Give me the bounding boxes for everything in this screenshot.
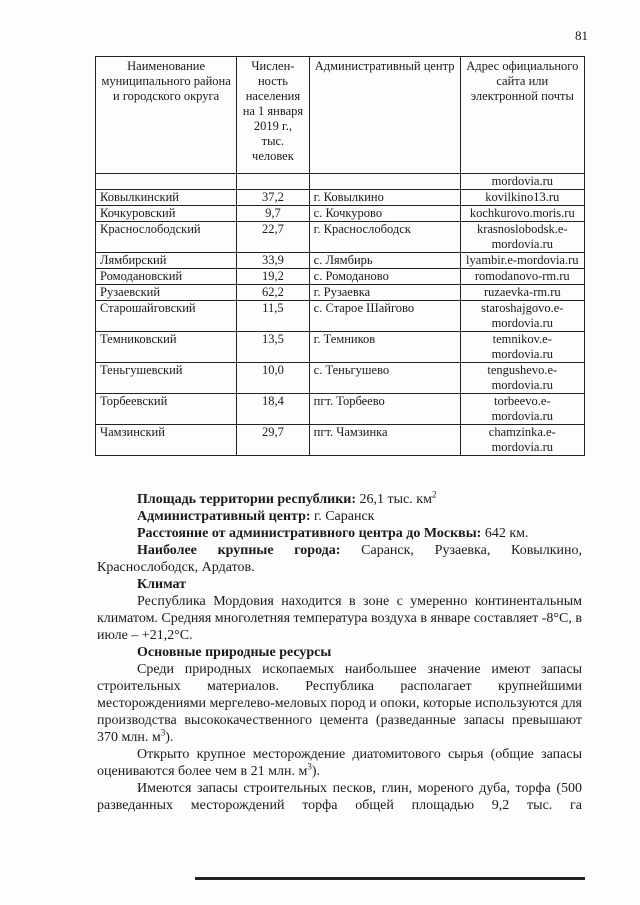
site-cell: chamzinka.e-mordovia.ru	[460, 425, 584, 456]
distance-line	[97, 525, 582, 542]
table-row	[96, 425, 585, 456]
site-continuation: mordovia.ru	[460, 174, 584, 190]
area-sup: 2	[431, 489, 437, 500]
center-label: Административный центр:	[137, 509, 311, 524]
table-row	[96, 222, 585, 253]
center-value: г. Саранск	[310, 509, 375, 524]
site-cell: krasnoslobodsk.e-mordovia.ru	[460, 222, 584, 253]
center-cell: с. Лямбирь	[309, 253, 460, 269]
table-row	[96, 269, 585, 285]
body-text	[97, 491, 582, 814]
site-cell: kovilkino13.ru	[460, 190, 584, 206]
population-cell: 22,7	[237, 222, 309, 253]
center-cell: с. Кочкурово	[309, 206, 460, 222]
climate-heading: Климат	[137, 577, 187, 592]
population-cell: 11,5	[237, 301, 309, 332]
population-cell: 19,2	[237, 269, 309, 285]
site-cell: torbeevo.e-mordovia.ru	[460, 394, 584, 425]
district-cell: Чамзинский	[96, 425, 237, 456]
site-cell: ruzaevka-rm.ru	[460, 285, 584, 301]
distance-value: 642 км.	[481, 526, 529, 541]
population-cell: 10,0	[237, 363, 309, 394]
population-cell: 33,9	[237, 253, 309, 269]
district-cell: Торбеевский	[96, 394, 237, 425]
population-cell: 9,7	[237, 206, 309, 222]
center-cell: г. Темников	[309, 332, 460, 363]
district-cell: Краснослободский	[96, 222, 237, 253]
site-cell: tengushevo.e-mordovia.ru	[460, 363, 584, 394]
population-cell: 29,7	[237, 425, 309, 456]
center-line	[97, 508, 582, 525]
table-header-row	[96, 57, 585, 174]
resources-paragraph-2: Открыто крупное месторождение диатомитового сырья (общие запасы оцениваются более чем в 21 млн. $м^3$).	[97, 747, 582, 779]
climate-text: Республика Мордовия находится в зоне с умеренно континентальным климатом. Средняя многолетняя температура воздуха в январе составляет -8°С, в июле – +21,2°С.	[97, 594, 582, 643]
header-center: Административный центр	[309, 57, 460, 174]
footer-rule	[195, 877, 585, 880]
table-row	[96, 301, 585, 332]
area-label: Площадь территории республики:	[137, 492, 357, 507]
table-row	[96, 363, 585, 394]
table-row-continuation	[96, 174, 585, 190]
district-cell: Кочкуровский	[96, 206, 237, 222]
population-cell: 13,5	[237, 332, 309, 363]
district-cell: Темниковский	[96, 332, 237, 363]
district-cell: Старошайговский	[96, 301, 237, 332]
center-cell: с. Ромоданово	[309, 269, 460, 285]
resources-heading: Основные природные ресурсы	[137, 645, 332, 660]
population-cell: 62,2	[237, 285, 309, 301]
table-row	[96, 206, 585, 222]
districts-table	[95, 56, 585, 456]
district-cell: Лямбирский	[96, 253, 237, 269]
table-row	[96, 394, 585, 425]
area-line	[97, 491, 582, 508]
center-cell: пгт. Торбеево	[309, 394, 460, 425]
center-cell: г. Краснослободск	[309, 222, 460, 253]
district-cell: Теньгушевский	[96, 363, 237, 394]
center-cell: с. Теньгушево	[309, 363, 460, 394]
table-row	[96, 285, 585, 301]
center-cell: г. Ковылкино	[309, 190, 460, 206]
population-cell: 37,2	[237, 190, 309, 206]
district-cell: Ковылкинский	[96, 190, 237, 206]
cities-line	[97, 542, 582, 559]
cities-label: Наиболее крупные города:	[137, 543, 341, 558]
site-cell: romodanovo-rm.ru	[460, 269, 584, 285]
center-cell: с. Старое Шайгово	[309, 301, 460, 332]
center-cell: пгт. Чамзинка	[309, 425, 460, 456]
resources-paragraph-3: Имеются запасы строительных песков, глин, мореного дуба, торфа (500 разведанных месторождений торфа общей площадью 9,2 тыс. га	[97, 781, 582, 813]
cities-line-2: Краснослободск, Ардатов.	[97, 560, 255, 575]
page-number: 81	[575, 28, 588, 43]
center-cell: г. Рузаевка	[309, 285, 460, 301]
population-cell: 18,4	[237, 394, 309, 425]
cities-value: Саранск, Рузаевка, Ковылкино,	[340, 543, 582, 558]
site-cell: kochkurovo.moris.ru	[460, 206, 584, 222]
district-cell: Ромодановский	[96, 269, 237, 285]
site-cell: temnikov.e-mordovia.ru	[460, 332, 584, 363]
header-district: Наименование муниципального района и городского округа	[96, 57, 237, 174]
table-row	[96, 190, 585, 206]
table-row	[96, 332, 585, 363]
header-site: Адрес официального сайта или электронной почты	[460, 57, 584, 174]
district-cell: Рузаевский	[96, 285, 237, 301]
distance-label: Расстояние от административного центра до Москвы:	[137, 526, 482, 541]
header-population: Числен-ность населения на 1 января 2019 г., тыс. человек	[237, 57, 309, 174]
table-row	[96, 253, 585, 269]
site-cell: lyambir.e-mordovia.ru	[460, 253, 584, 269]
resources-paragraph-1: Среди природных ископаемых наибольшее значение имеют запасы строительных материалов. Республика располагает крупнейшими месторождениями мергелево-меловых пород и опоки, которые используются для производства высококачественного цемента (разведанные запасы превышают 370 млн. $м^3$).	[97, 662, 582, 745]
site-cell: staroshajgovo.e-mordovia.ru	[460, 301, 584, 332]
area-value: 26,1 тыс. км	[356, 492, 432, 507]
